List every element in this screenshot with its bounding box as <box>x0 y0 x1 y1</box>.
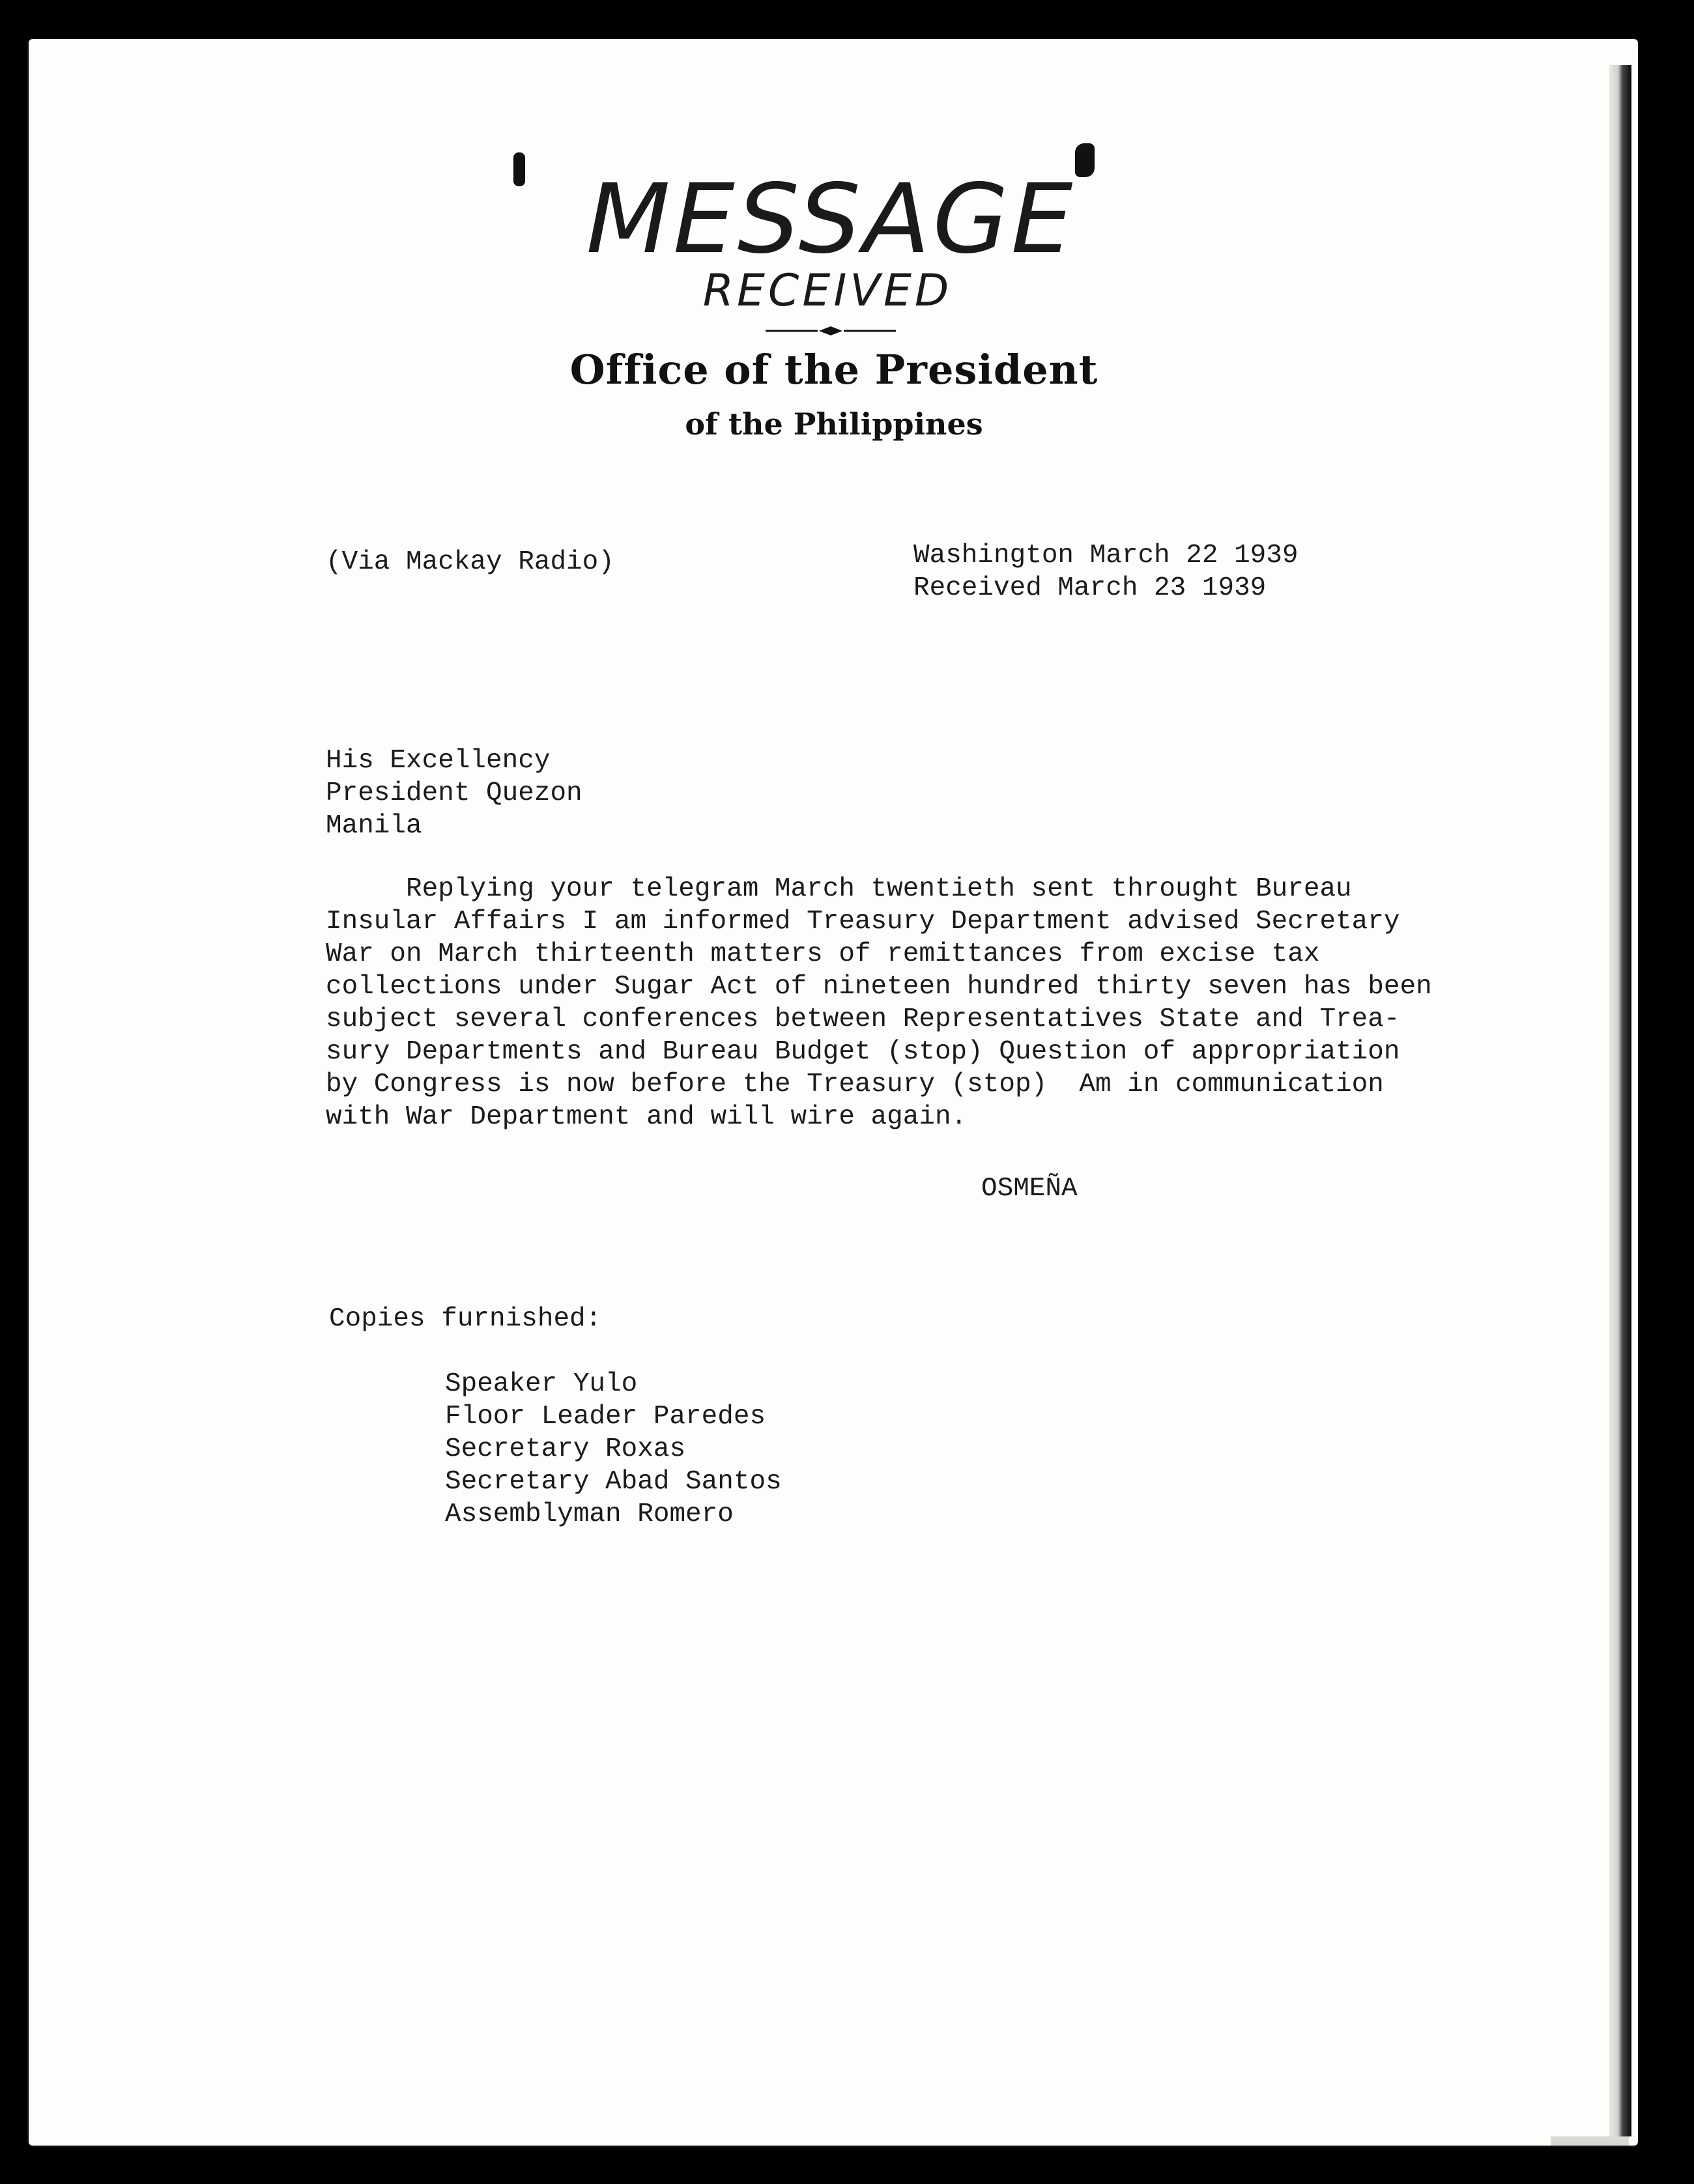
body-line: by Congress is now before the Treasury (stop) Am in communication <box>326 1070 1384 1099</box>
copies-list <box>445 1368 782 1531</box>
page-edge <box>1609 65 1631 2136</box>
message-body <box>326 873 1432 1133</box>
addressee-name: President Quezon <box>326 778 582 808</box>
letterhead-office: Office of the President <box>569 346 1098 393</box>
letterhead-title: MESSAGE <box>586 163 1076 276</box>
ink-blot <box>513 152 525 186</box>
letterhead-subtitle: RECEIVED <box>702 265 953 317</box>
list-item: Secretary Abad Santos <box>445 1467 782 1497</box>
list-item: Assemblyman Romero <box>445 1499 734 1529</box>
body-line: Insular Affairs I am informed Treasury Department advised Secretary <box>326 907 1400 937</box>
body-line: collections under Sugar Act of nineteen hundred thirty seven has been <box>326 972 1432 1002</box>
body-line: subject several conferences between Representatives State and Trea- <box>326 1004 1400 1034</box>
sent-date: Washington March 22 1939 <box>913 541 1299 571</box>
body-line: Replying your telegram March twentieth sent throught Bureau <box>326 874 1352 904</box>
addressee-city: Manila <box>326 811 422 841</box>
page-edge-bottom <box>1551 2136 1629 2146</box>
copies-label: Copies furnished: <box>329 1304 602 1334</box>
body-line: War on March thirteenth matters of remittances from excise tax <box>326 939 1320 969</box>
signature: OSMEÑA <box>981 1174 1078 1204</box>
addressee-title: His Excellency <box>326 746 551 776</box>
list-item: Speaker Yulo <box>445 1369 638 1399</box>
list-item: Floor Leader Paredes <box>445 1402 766 1432</box>
received-date: Received March 23 1939 <box>913 573 1267 603</box>
body-line: sury Departments and Bureau Budget (stop) Question of appropriation <box>326 1037 1400 1067</box>
body-line: with War Department and will wire again. <box>326 1102 968 1132</box>
dateline <box>913 539 1299 604</box>
ornament-divider-icon <box>766 324 896 337</box>
letterhead-country: of the Philippines <box>685 406 983 442</box>
addressee-block <box>326 745 582 842</box>
list-item: Secretary Roxas <box>445 1434 686 1464</box>
transmission-method: (Via Mackay Radio) <box>326 547 614 577</box>
